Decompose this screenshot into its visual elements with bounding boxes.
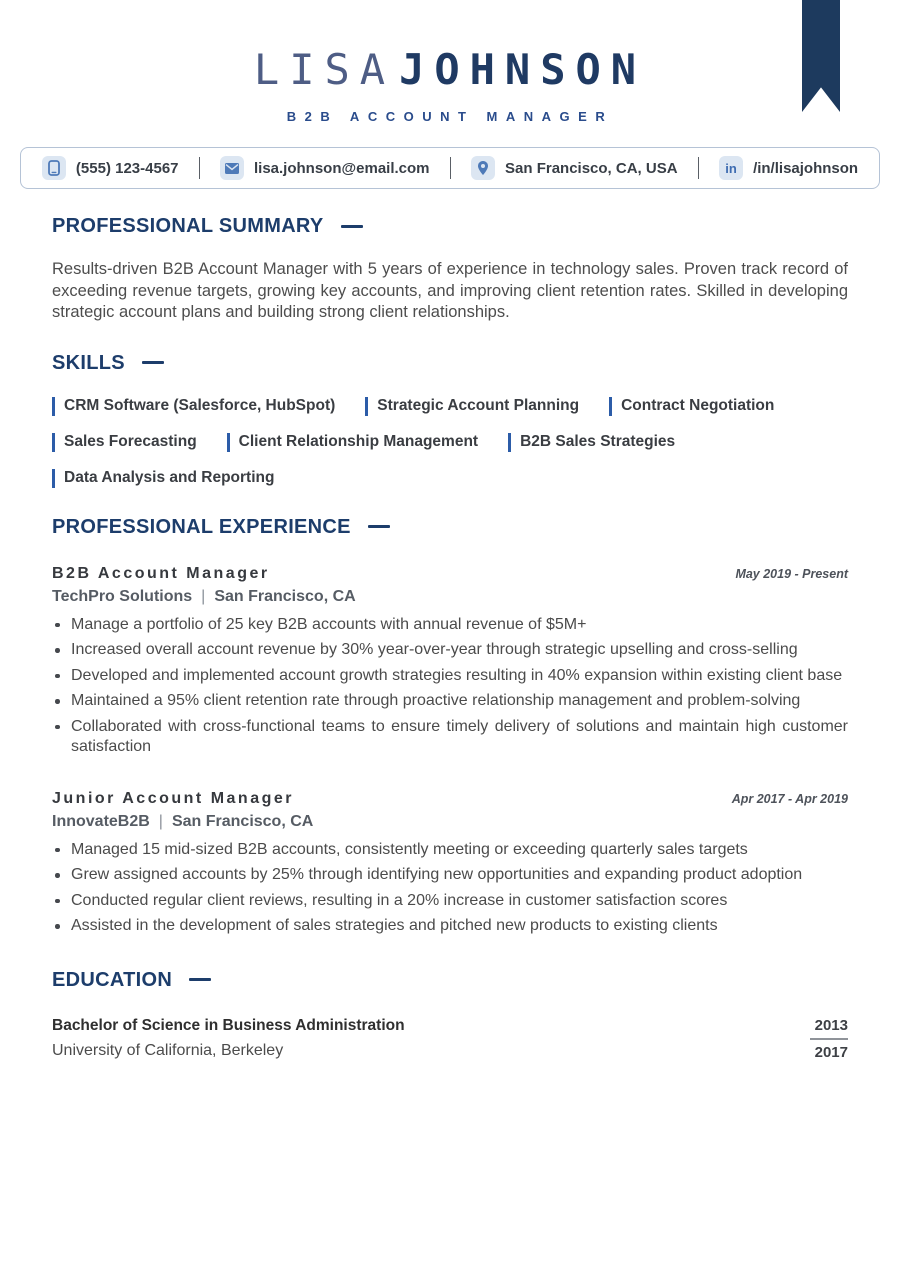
education-left (52, 1017, 405, 1062)
skills-row (52, 433, 848, 452)
job-title-row (52, 790, 848, 808)
contact-separator (450, 157, 452, 179)
skills-section-heading (52, 352, 848, 374)
skill-bar-icon (52, 433, 55, 452)
job-bullet: Maintained a 95% client retention rate through proactive relationship management and problem-solving (52, 691, 848, 712)
job-bullet: Grew assigned accounts by 25% through identifying new opportunities and expanding product adoption (52, 865, 848, 886)
skill-item: CRM Software (Salesforce, HubSpot) (52, 397, 335, 416)
school-name: University of California, Berkeley (52, 1041, 284, 1059)
location-text: San Francisco, CA, USA (505, 159, 678, 177)
job-bullet: Managed 15 mid-sized B2B accounts, consistently meeting or exceeding quarterly sales targets (52, 840, 848, 861)
education-years (810, 1017, 848, 1062)
degree-name: Bachelor of Science in Business Administration (52, 1016, 405, 1034)
education-entry (52, 1017, 848, 1062)
skill-item: Sales Forecasting (52, 433, 197, 452)
education-section-heading (52, 969, 848, 991)
contact-linkedin[interactable] (719, 156, 858, 180)
experience-section-heading (52, 516, 848, 538)
company-location: San Francisco, CA (171, 812, 314, 830)
job-bullet: Collaborated with cross-functional teams to ensure timely delivery of solutions and maintain high customer satisfaction (52, 717, 848, 758)
heading-dash (189, 978, 211, 981)
linkedin-icon: in (719, 156, 743, 180)
contact-bar (20, 147, 880, 189)
skills-list (52, 397, 848, 488)
job-entry (52, 790, 848, 937)
email-address: lisa.johnson@email.com (254, 159, 430, 177)
company-location: San Francisco, CA (214, 587, 356, 605)
company-name: InnovateB2B (52, 812, 150, 830)
resume-header (0, 0, 900, 124)
education-heading-label: EDUCATION (52, 968, 173, 991)
skill-bar-icon (52, 397, 55, 416)
company-row (52, 813, 848, 831)
contact-separator (199, 157, 201, 179)
summary-paragraph: Results-driven B2B Account Manager with 5 years of experience in technology sales. Proven track record of exceeding revenue targets, growing key accounts, and improving client retention rates. Skilled in developing strategic account plans and building strong client relationships. (52, 260, 848, 322)
contact-separator (698, 157, 700, 179)
linkedin-handle: /in/lisajohnson (753, 159, 859, 177)
job-bullet: Manage a portfolio of 25 key B2B accounts with annual revenue of $5M+ (52, 615, 848, 636)
heading-dash (341, 225, 363, 228)
education-end-year: 2017 (814, 1044, 848, 1062)
job-bullet: Assisted in the development of sales strategies and pitched new products to existing clients (52, 916, 848, 937)
job-bullet: Conducted regular client reviews, resulting in a 20% increase in customer satisfaction scores (52, 891, 848, 912)
location-pin-icon (471, 156, 495, 180)
contact-location (471, 156, 678, 180)
summary-heading-label: PROFESSIONAL SUMMARY (52, 215, 324, 238)
job-bullet-list (52, 615, 848, 758)
skills-row (52, 469, 848, 488)
job-bullet: Increased overall account revenue by 30% year-over-year through strategic upselling and cross-selling (52, 640, 848, 661)
skill-item: Strategic Account Planning (365, 397, 579, 416)
skill-bar-icon (227, 433, 230, 452)
job-title: Junior Account Manager (52, 789, 294, 807)
contact-phone[interactable] (42, 156, 179, 180)
skill-item: Data Analysis and Reporting (52, 469, 274, 488)
skill-item: Client Relationship Management (227, 433, 478, 452)
company-name: TechPro Solutions (52, 587, 193, 605)
skill-item: B2B Sales Strategies (508, 433, 675, 452)
email-icon (220, 156, 244, 180)
education-start-year: 2013 (814, 1016, 848, 1034)
job-title-row (52, 565, 848, 583)
skills-heading-label: SKILLS (52, 351, 125, 374)
phone-number: (555) 123-4567 (75, 159, 179, 177)
summary-section-heading (52, 215, 848, 237)
last-name: JOHNSON (399, 45, 647, 94)
first-name: LISA (253, 45, 396, 94)
experience-heading-label: PROFESSIONAL EXPERIENCE (52, 515, 351, 538)
year-divider (810, 1038, 848, 1041)
skill-bar-icon (52, 469, 55, 488)
skills-row (52, 397, 848, 416)
skill-item: Contract Negotiation (609, 397, 774, 416)
heading-dash (368, 525, 390, 528)
person-name (0, 45, 900, 94)
job-dates: May 2019 - Present (735, 566, 848, 581)
skill-bar-icon (508, 433, 511, 452)
contact-email[interactable] (220, 156, 430, 180)
company-location-separator: | (201, 587, 206, 605)
resume-body (0, 215, 900, 1061)
skill-bar-icon (609, 397, 612, 416)
job-bullet-list (52, 840, 848, 937)
skill-bar-icon (365, 397, 368, 416)
job-entry (52, 565, 848, 758)
job-bullet: Developed and implemented account growth strategies resulting in 40% expansion within existing client base (52, 666, 848, 687)
job-dates: Apr 2017 - Apr 2019 (731, 791, 848, 806)
phone-icon (42, 156, 66, 180)
job-title-subtitle: B2B ACCOUNT MANAGER (286, 109, 614, 125)
company-location-separator: | (158, 812, 163, 830)
company-row (52, 588, 848, 606)
heading-dash (142, 361, 164, 364)
job-title: B2B Account Manager (52, 564, 270, 582)
